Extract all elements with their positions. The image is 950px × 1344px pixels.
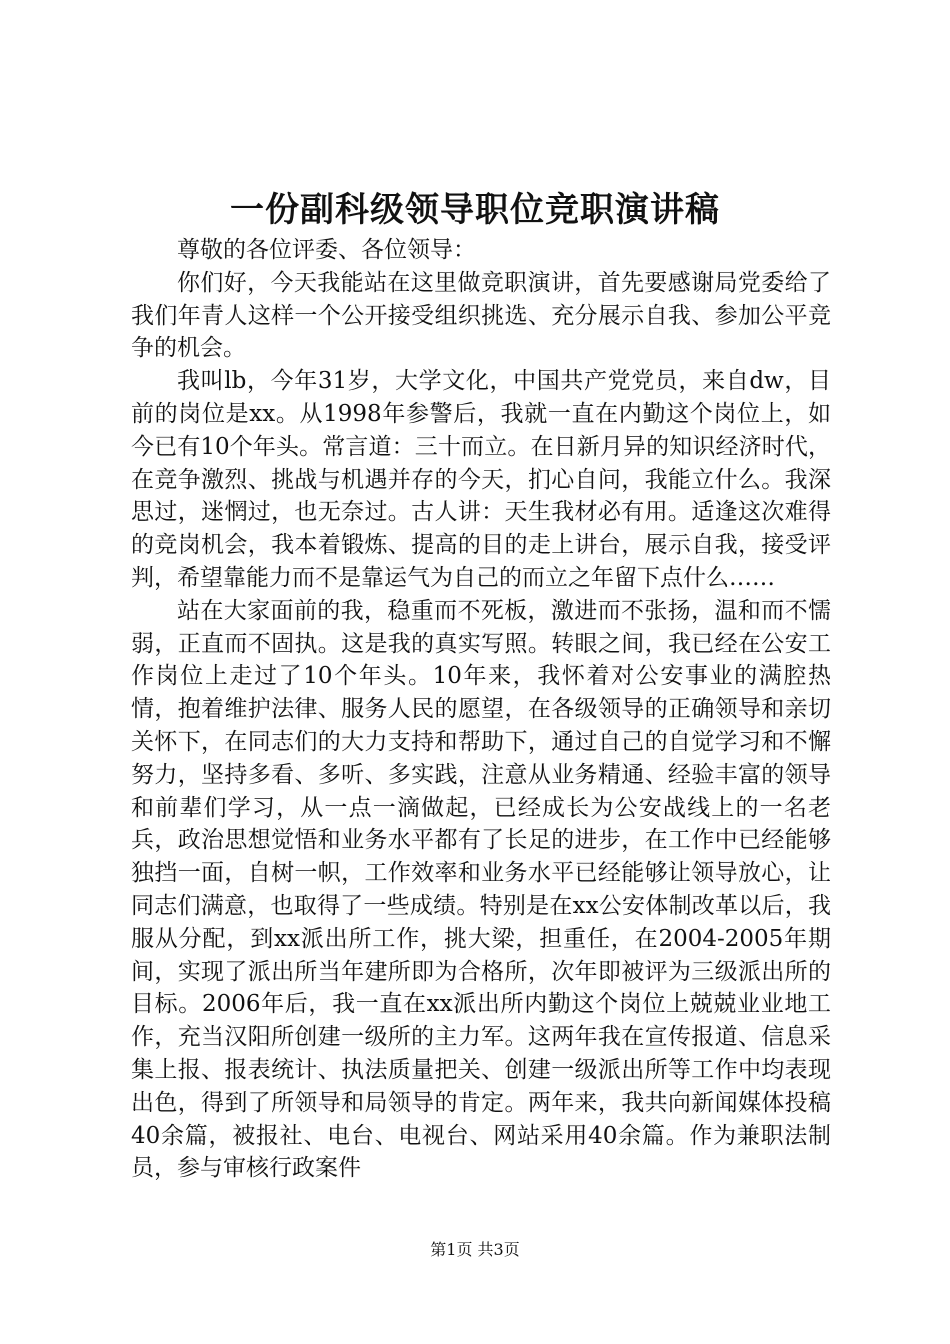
page-number-footer: 第1页 共3页 (430, 1240, 520, 1259)
body-paragraph: 你们好，今天我能站在这里做竞职演讲，首先要感谢局党委给了我们年青人这样一个公开接受组织挑选、充分展示自我、参加公平竞争的机会。 (131, 269, 831, 362)
salutation-paragraph: 尊敬的各位评委、各位领导： (177, 237, 476, 263)
document-title: 一份副科级领导职位竞职演讲稿 (230, 190, 720, 230)
body-paragraph: 站在大家面前的我，稳重而不死板，激进而不张扬，温和而不懦弱，正直而不固执。这是我的真实写照。转眼之间，我已经在公安工作岗位上走过了10个年头。10年来，我怀着对公安事业的满腔热情，抱着维护法律、服务人民的愿望，在各级领导的正确领导和亲切关怀下，在同志们的大力支持和帮助下，通过自己的自觉学习和不懈努力，坚持多看、多听、多实践，注意从业务精通、经验丰富的领导和前辈们学习，从一点一滴做起，已经成长为公安战线上的一名老兵，政治思想觉悟和业务水平都有了长足的进步，在工作中已经能够独挡一面，自树一帜，工作效率和业务水平已经能够让领导放心，让同志们满意，也取得了一些成绩。特别是在xx公安体制改革以后，我服从分配，到xx派出所工作，挑大梁，担重任，在2004-2005年期间，实现了派出所当年建所即为合格所，次年即被评为三级派出所的目标。2006年后，我一直在xx派出所内勤这个岗位上兢兢业业地工作，充当汉阳所创建一级所的主力军。这两年我在宣传报道、信息采集上报、报表统计、执法质量把关、创建一级派出所等工作中均表现出色，得到了所领导和局领导的肯定。两年来，我共向新闻媒体投稿40余篇，被报社、电台、电视台、网站采用40余篇。作为兼职法制员，参与审核行政案件 (131, 597, 831, 1182)
body-paragraph: 我叫lb，今年31岁，大学文化，中国共产党党员，来自dw，目前的岗位是xx。从1998年参警后，我就一直在内勤这个岗位上，如今已有10个年头。常言道：三十而立。在日新月异的知识经济时代，在竞争激烈、挑战与机遇并存的今天，扪心自问，我能立什么。我深思过，迷惘过，也无奈过。古人讲：天生我材必有用。适逢这次难得的竞岗机会，我本着锻炼、提高的目的走上讲台，展示自我，接受评判，希望靠能力而不是靠运气为自己的而立之年留下点什么…… (131, 368, 831, 591)
document-body (131, 234, 831, 1185)
